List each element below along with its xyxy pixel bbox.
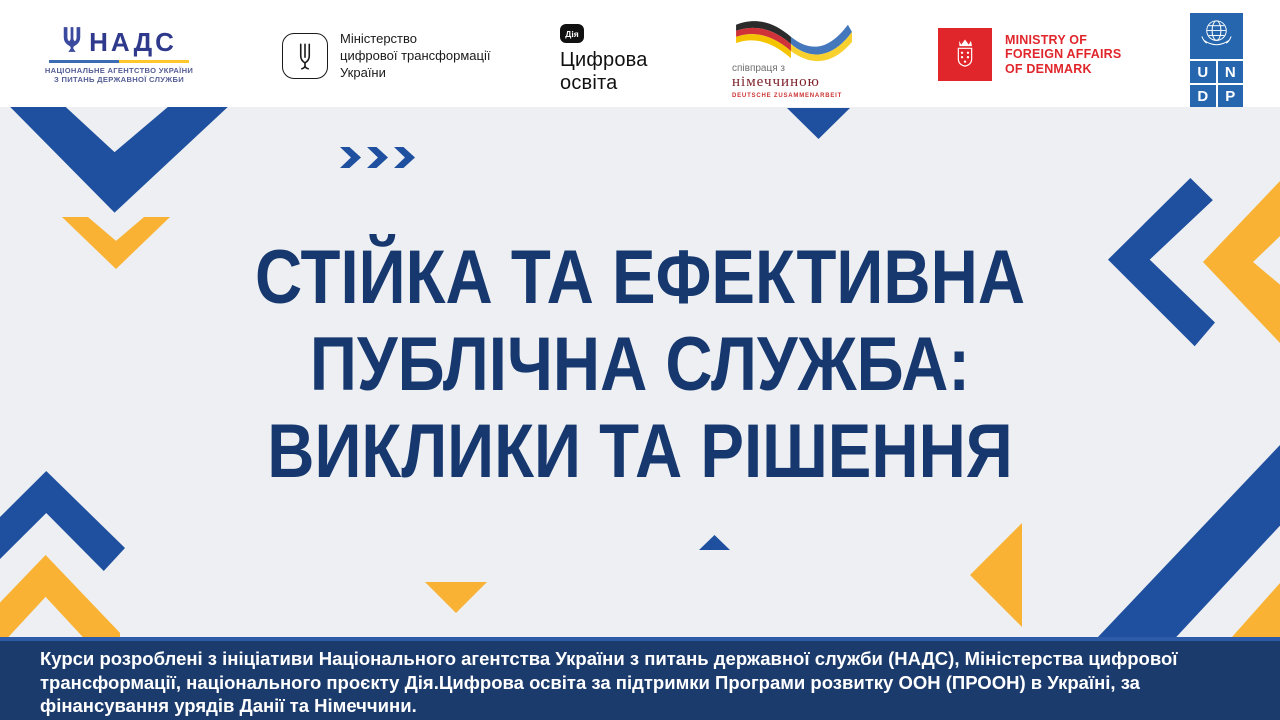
cooperation-label-de: DEUTSCHE ZUSAMMENARBEIT xyxy=(732,93,843,99)
diia-label-line1: Цифрова xyxy=(560,49,648,71)
credits-text-line2: трансформації, національного проєкту Дія.Цифрова освіта за підтримки Програми розвитку ООН (ПРООН) в Україні, за xyxy=(40,671,1140,693)
slide-title-line2: ПУБЛІЧНА СЛУЖБА: xyxy=(309,322,971,407)
slide-title-line3: ВИКЛИКИ ТА РІШЕННЯ xyxy=(267,409,1013,494)
nads-logo xyxy=(44,28,194,84)
triple-chevron-right-icon xyxy=(340,147,415,168)
credits-text-line1: Курси розроблені з ініціативи Національного агентства України з питань державної служби (НАДС), Міністерства цифрової xyxy=(40,648,1178,669)
danish-coat-of-arms-icon xyxy=(938,28,992,81)
undp-letter-n: N xyxy=(1218,61,1244,83)
undp-logo xyxy=(1190,13,1243,105)
denmark-mfa-logo xyxy=(938,28,1121,81)
diia-badge: Дія xyxy=(560,24,584,43)
ministry-name xyxy=(340,30,490,81)
chevron-right-icon xyxy=(394,147,415,168)
chevron-down-decoration-top-left-blue xyxy=(8,107,230,217)
diia-label-line2: освіта xyxy=(560,72,618,94)
german-cooperation-logo xyxy=(732,16,858,99)
nads-org-name-line1: НАЦІОНАЛЬНЕ АГЕНТСТВО УКРАЇНИ xyxy=(44,66,194,75)
slide-body xyxy=(0,107,1280,637)
denmark-label-line1: MINISTRY OF xyxy=(1005,32,1088,47)
credits-bar xyxy=(0,637,1280,720)
slide-title xyxy=(0,234,1280,495)
nads-trident-icon xyxy=(61,26,83,59)
chevron-right-icon xyxy=(367,147,388,168)
diia-digital-education-logo xyxy=(560,24,648,95)
undp-letter-u: U xyxy=(1190,61,1216,83)
triangle-down-decoration-top-center xyxy=(787,108,850,139)
cooperation-label-uk-line2: німеччиною xyxy=(732,74,820,90)
undp-letter-p: P xyxy=(1218,85,1244,107)
credits-text-line3: фінансування урядів Данії та Німеччини. xyxy=(40,695,417,716)
ministry-name-line2: цифрової трансформації xyxy=(340,48,491,63)
diagonal-stripe-decoration-bottom-right-yellow xyxy=(1232,583,1280,637)
ministry-digital-transformation-logo xyxy=(282,30,490,81)
denmark-label-line2: FOREIGN AFFAIRS xyxy=(1005,47,1122,62)
triangle-left-decoration-bottom-right xyxy=(970,523,1022,627)
denmark-mfa-label xyxy=(1005,33,1121,77)
ministry-name-line1: Міністерство xyxy=(340,31,417,46)
slide-title-line1: СТІЙКА ТА ЕФЕКТИВНА xyxy=(254,235,1026,320)
ministry-name-line3: України xyxy=(340,65,386,80)
nads-flag-divider xyxy=(49,60,189,63)
partner-logos-bar xyxy=(0,0,1280,107)
cooperation-label-uk-line1: співпраця з xyxy=(732,63,785,74)
trident-outline-icon xyxy=(282,33,328,79)
diia-label xyxy=(560,49,648,95)
denmark-label-line3: OF DENMARK xyxy=(1005,61,1092,76)
nads-acronym: НАДС xyxy=(89,26,177,57)
un-globe-emblem-icon xyxy=(1190,13,1243,59)
triangle-up-decoration-bottom-center xyxy=(699,535,730,550)
undp-letter-d: D xyxy=(1190,85,1216,107)
nads-org-name-line2: З ПИТАНЬ ДЕРЖАВНОЇ СЛУЖБИ xyxy=(54,75,184,84)
chevron-right-icon xyxy=(340,147,361,168)
undp-letters xyxy=(1190,59,1243,107)
triangle-down-decoration-bottom-center xyxy=(425,582,487,613)
